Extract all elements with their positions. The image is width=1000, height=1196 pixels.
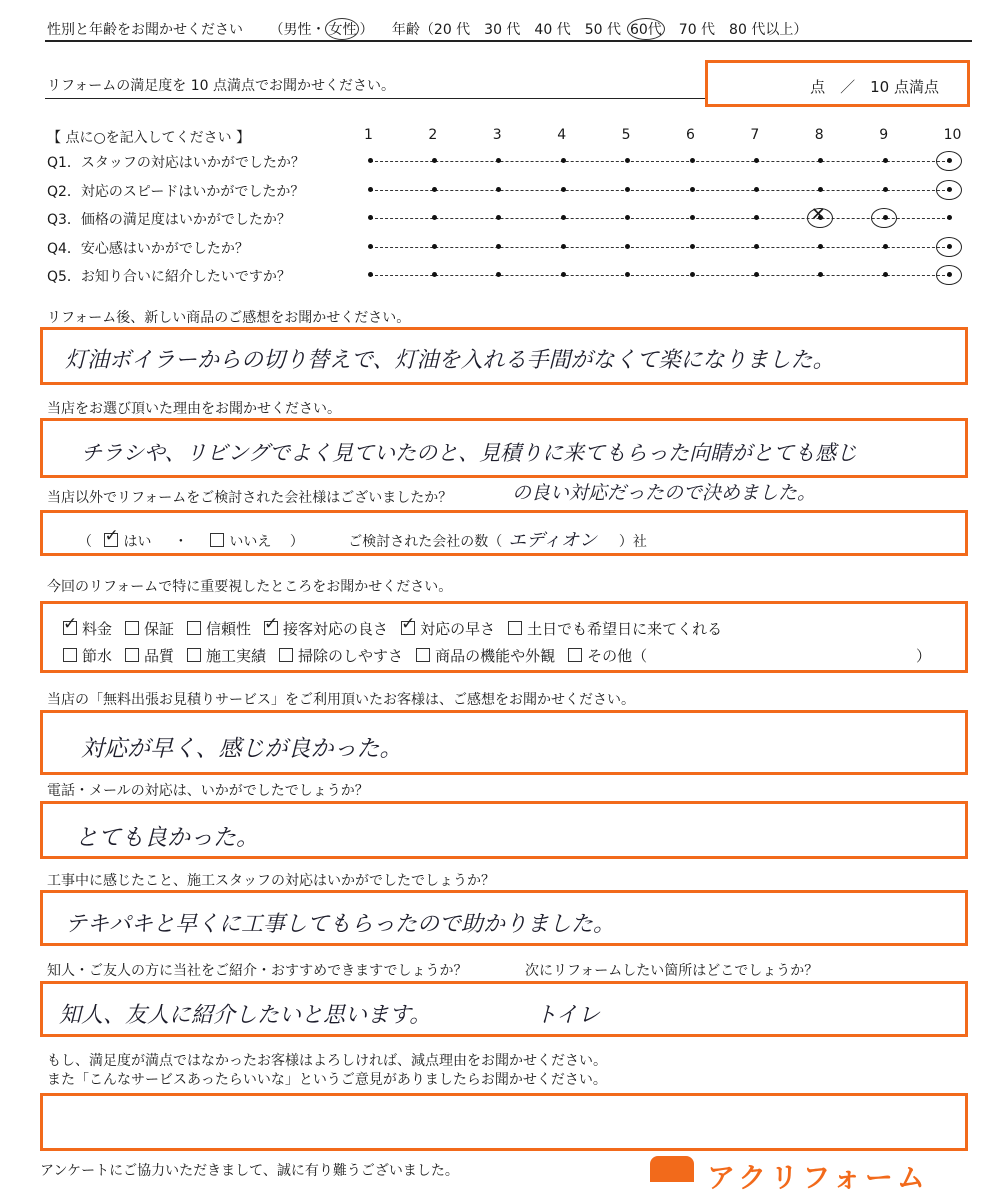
scale-number: 6 <box>686 127 695 143</box>
rating-point[interactable] <box>690 158 695 163</box>
rating-point[interactable] <box>368 215 373 220</box>
rating-point[interactable] <box>947 215 952 220</box>
reason-prompt: 当店をお選び頂いた理由をお聞かせください。 <box>47 401 341 417</box>
priorities-box <box>40 601 968 673</box>
priorities-prompt: 今回のリフォームで特に重要視したところをお聞かせください。 <box>47 579 453 595</box>
rating-dotted-line <box>370 275 950 276</box>
referral-answer-right: トイレ <box>535 1003 600 1028</box>
priority-label: 信頼性 <box>206 620 252 638</box>
rating-point[interactable] <box>818 187 823 192</box>
rating-point[interactable] <box>690 187 695 192</box>
priority-checkbox[interactable] <box>568 648 582 662</box>
company-count-value: エディオン <box>508 530 597 551</box>
rating-dotted-line <box>370 218 950 219</box>
improvement-answer-box[interactable] <box>40 1093 968 1151</box>
rating-point[interactable] <box>368 158 373 163</box>
priority-option[interactable] <box>125 647 174 665</box>
rating-point[interactable] <box>432 158 437 163</box>
other-companies-answer <box>78 526 647 552</box>
rating-point[interactable] <box>883 187 888 192</box>
rating-point[interactable] <box>496 158 501 163</box>
scale-number: 5 <box>621 127 631 143</box>
priority-label: 節水 <box>82 647 113 665</box>
rating-point[interactable] <box>561 215 566 220</box>
priority-option[interactable] <box>63 620 112 638</box>
estimate-prompt: 当店の「無料出張お見積りサービス」をご利用頂いたお客様は、ご感想をお聞かせください。 <box>47 692 635 708</box>
ratings-instruction: 【 点に○を記入してください 】 <box>47 130 251 146</box>
phone-answer: とても良かった。 <box>75 825 259 851</box>
rating-point[interactable] <box>496 272 501 277</box>
rating-question-label: Q4．安心感はいかがでしたか？ <box>47 240 249 257</box>
rating-point[interactable] <box>561 272 566 277</box>
satisfaction-rule <box>45 98 705 99</box>
phone-answer-box[interactable] <box>40 801 968 859</box>
rating-point[interactable] <box>625 272 630 277</box>
scale-number: 4 <box>557 127 567 143</box>
age-label: 年齢（20 代 30 代 40 代 50 代 <box>391 22 621 38</box>
priority-checkbox[interactable] <box>416 648 430 662</box>
rating-point[interactable] <box>754 244 759 249</box>
priority-label: 料金 <box>82 620 113 638</box>
rating-point[interactable] <box>690 272 695 277</box>
referral-prompt-left: 知人・ご友人の方に当社をご紹介・おすすめできますでしょうか？ <box>47 963 468 979</box>
priority-label: 対応の早さ <box>420 620 496 638</box>
rating-point[interactable] <box>754 158 759 163</box>
rating-circle-mark <box>936 180 962 200</box>
rating-circle-mark <box>936 151 962 171</box>
other-companies-prompt: 当店以外でリフォームをご検討された会社様はございましたか？ <box>47 490 453 506</box>
reason-answer-box[interactable] <box>40 418 968 478</box>
priority-label: 品質 <box>144 647 175 665</box>
close-paren: ） <box>289 534 304 550</box>
priority-label: 商品の機能や外観 <box>435 647 556 665</box>
footer-brand-logo <box>650 1156 929 1194</box>
construction-answer: テキパキと早くに工事してもらったので助かりました。 <box>65 912 616 937</box>
footer-thanks: アンケートにご協力いただきまして、誠に有り難うございました。 <box>40 1163 459 1179</box>
age-rest: 70 代 80 代以上） <box>664 22 808 38</box>
priority-label: 接客対応の良さ <box>283 620 389 638</box>
rating-point[interactable] <box>818 244 823 249</box>
priority-checkbox[interactable] <box>63 648 77 662</box>
rating-circle-mark <box>936 265 962 285</box>
priority-option[interactable] <box>508 620 722 638</box>
priorities-row2 <box>63 645 943 666</box>
rating-point[interactable] <box>818 158 823 163</box>
satisfaction-prompt: リフォームの満足度を 10 点満点でお聞かせください。 <box>47 78 396 94</box>
satisfaction-score-box[interactable] <box>705 60 970 107</box>
priority-label: 保証 <box>144 620 175 638</box>
rating-point[interactable] <box>496 244 501 249</box>
rating-point[interactable] <box>818 272 823 277</box>
priority-checkbox[interactable] <box>63 621 77 635</box>
rating-point[interactable] <box>432 244 437 249</box>
referral-answer-left: 知人、友人に紹介したいと思います。 <box>59 1003 432 1028</box>
other-companies-box[interactable] <box>40 510 968 556</box>
reason-answer-line2: の良い対応だったので決めました。 <box>512 482 817 504</box>
rating-point[interactable] <box>690 215 695 220</box>
gender-age-row <box>47 18 807 40</box>
referral-answer-box[interactable] <box>40 981 968 1037</box>
rating-crossed-mark: ✕ <box>807 208 833 228</box>
rating-point[interactable] <box>496 215 501 220</box>
rating-point[interactable] <box>432 272 437 277</box>
brand-name: アクリフォーム <box>707 1161 929 1194</box>
priority-checkbox[interactable] <box>264 621 278 635</box>
priority-checkbox[interactable] <box>508 621 522 635</box>
gender-female-circled[interactable]: 女性 <box>325 18 359 40</box>
open-paren: （ <box>78 534 92 550</box>
rating-dotted-line <box>370 247 950 248</box>
priority-label: その他（ <box>587 647 648 665</box>
rating-point[interactable] <box>754 215 759 220</box>
rating-point[interactable] <box>561 187 566 192</box>
company-count-suffix: ）社 <box>618 534 647 550</box>
age-selected-circled[interactable]: 60代 <box>627 18 665 40</box>
priority-label: 掃除のしやすさ <box>298 647 404 665</box>
scale-number: 2 <box>428 127 438 143</box>
priority-option[interactable] <box>125 620 174 638</box>
scale-number: 1 <box>364 127 373 143</box>
rating-dotted-line <box>370 161 950 162</box>
rating-point[interactable] <box>432 187 437 192</box>
construction-answer-box[interactable] <box>40 890 968 946</box>
rating-point[interactable] <box>883 158 888 163</box>
priority-option[interactable] <box>63 647 112 665</box>
rating-point[interactable] <box>754 187 759 192</box>
rating-point[interactable] <box>883 244 888 249</box>
rating-point[interactable] <box>561 158 566 163</box>
priority-option[interactable] <box>264 620 388 638</box>
priorities-row1 <box>63 618 735 639</box>
reason-answer-line1: チラシや、リビングでよく見ていたのと、見積りに来てもらった向睛がとても感じ <box>81 441 858 465</box>
phone-prompt: 電話・メールの対応は、いかがでしたでしょうか？ <box>47 783 369 799</box>
gender-label: （男性・ <box>269 22 326 38</box>
company-count-label: ご検討された会社の数（ <box>348 534 503 550</box>
impressions-answer-box[interactable] <box>40 327 968 385</box>
priority-checkbox[interactable] <box>125 648 139 662</box>
priority-checkbox[interactable] <box>279 648 293 662</box>
no-checkbox[interactable] <box>210 533 224 547</box>
priority-checkbox[interactable] <box>401 621 415 635</box>
rating-point[interactable] <box>368 272 373 277</box>
rating-point[interactable] <box>625 244 630 249</box>
rating-point[interactable] <box>625 187 630 192</box>
other-close-paren: ） <box>915 647 931 665</box>
estimate-answer: 対応が早く、感じが良かった。 <box>81 736 403 762</box>
house-icon <box>650 1156 694 1182</box>
impressions-answer: 灯油ボイラーからの切り替えで、灯油を入れる手間がなくて楽になりました。 <box>65 348 835 373</box>
priority-option[interactable] <box>187 620 251 638</box>
rating-point[interactable] <box>883 272 888 277</box>
priority-option[interactable] <box>416 647 555 665</box>
scale-number: 3 <box>492 127 502 143</box>
rating-point[interactable] <box>432 215 437 220</box>
improvement-prompt-line1: もし、満足度が満点ではなかったお客様はよろしければ、減点理由をお聞かせください。 <box>47 1053 607 1069</box>
rating-question-label: Q5．お知り合いに紹介したいですか？ <box>47 269 291 285</box>
construction-prompt: 工事中に感じたこと、施工スタッフの対応はいかがでしたでしょうか？ <box>47 873 495 889</box>
priority-option[interactable] <box>568 647 647 665</box>
priority-option[interactable] <box>187 647 266 665</box>
rating-circle-mark <box>936 237 962 257</box>
rating-point[interactable] <box>690 244 695 249</box>
estimate-answer-box[interactable] <box>40 710 968 775</box>
yes-label: はい <box>123 534 152 550</box>
scale-number: 8 <box>814 127 824 143</box>
rating-question-label: Q2．対応のスピードはいかがでしたか？ <box>47 183 305 200</box>
rating-point[interactable] <box>368 244 373 249</box>
rating-point[interactable] <box>625 215 630 220</box>
rating-point[interactable] <box>754 272 759 277</box>
rating-point[interactable] <box>368 187 373 192</box>
rating-point[interactable] <box>561 244 566 249</box>
header-rule <box>45 40 972 42</box>
rating-circle-mark <box>871 208 897 228</box>
satisfaction-box-text: 点 ／ 10 点満点 <box>810 78 939 96</box>
rating-point[interactable] <box>496 187 501 192</box>
gender-age-prompt: 性別と年齢をお聞かせください <box>47 22 243 38</box>
no-label: いいえ <box>229 534 272 550</box>
rating-dotted-line <box>370 190 950 191</box>
rating-question-label: Q1．スタッフの対応はいかがでしたか？ <box>47 155 305 171</box>
scale-number: 7 <box>750 127 760 143</box>
rating-point[interactable] <box>625 158 630 163</box>
priority-checkbox[interactable] <box>187 621 201 635</box>
referral-prompt-right: 次にリフォームしたい箇所はどこでしょうか？ <box>525 963 819 979</box>
priority-label: 土日でも希望日に来てくれる <box>527 620 723 638</box>
impressions-prompt: リフォーム後、新しい商品のご感想をお聞かせください。 <box>47 310 411 326</box>
scale-number: 10 <box>943 127 962 143</box>
priority-option[interactable] <box>401 620 495 638</box>
priority-checkbox[interactable] <box>187 648 201 662</box>
rating-question-label: Q3．価格の満足度はいかがでしたか？ <box>47 212 291 228</box>
priority-option[interactable] <box>279 647 403 665</box>
yes-checkbox[interactable] <box>104 533 118 547</box>
yes-no-separator: ・ <box>173 534 188 550</box>
priority-checkbox[interactable] <box>125 621 139 635</box>
scale-number: 9 <box>879 127 889 143</box>
improvement-prompt-line2: また「こんなサービスあったらいいな」というご意見がありましたらお聞かせください。 <box>47 1072 607 1088</box>
priority-label: 施工実績 <box>206 647 267 665</box>
gender-close: ） <box>359 22 374 38</box>
